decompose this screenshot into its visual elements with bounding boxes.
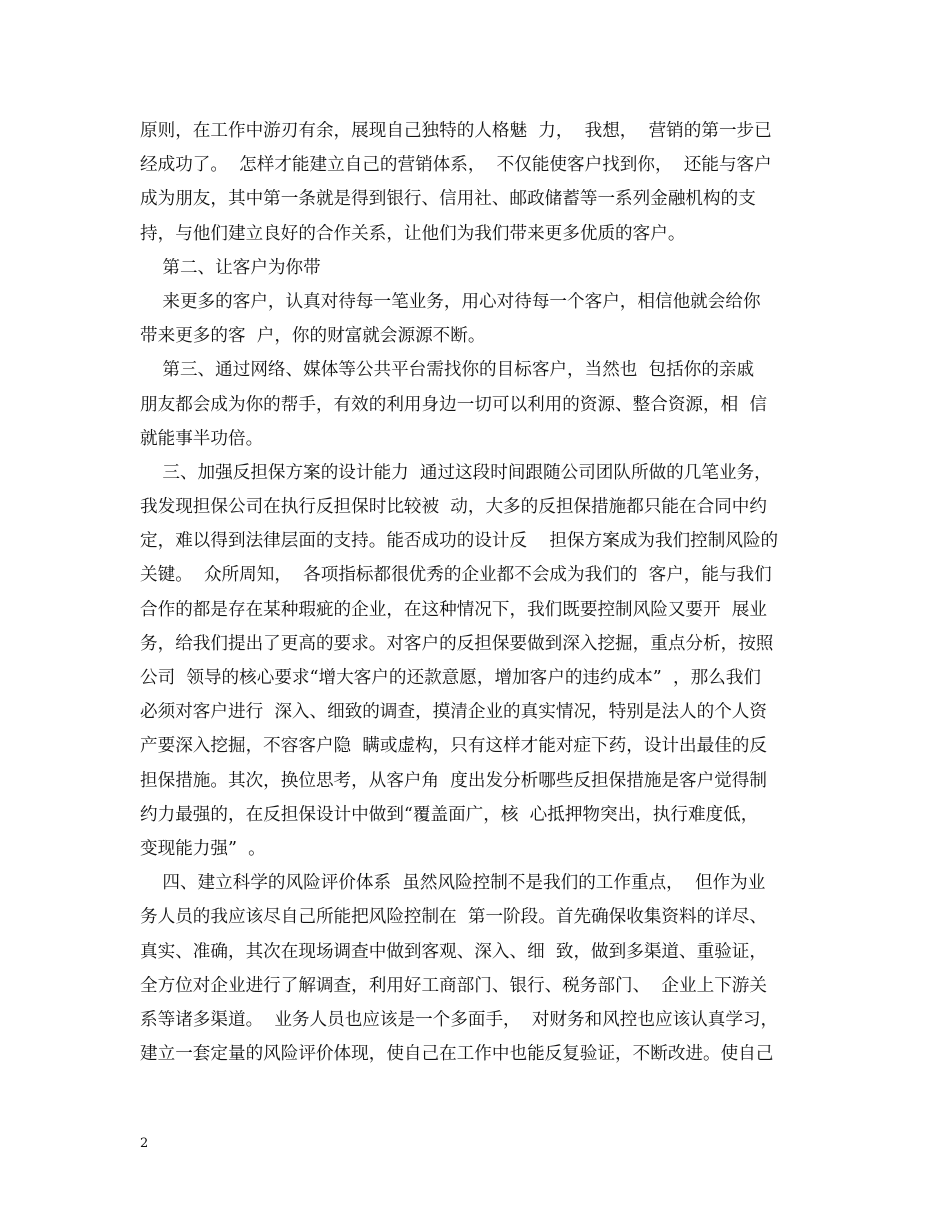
text-line: 公司 领导的核心要求“增大客户的还款意愿，增加客户的违约成本” ，那么我们 [140,668,761,688]
text-line: 三、加强反担保方案的设计能力 通过这段时间跟随公司团队所做的几笔业务， [140,462,772,483]
text-line: 约力最强的，在反担保设计中做到“覆盖面广，核 心抵押物突出，执行难度低， [140,804,759,825]
text-line: 产要深入挖掘，不容客户隐 瞒或虚构，只有这样才能对症下药，设计出最佳的反 [140,736,767,757]
text-line: 持，与他们建立良好的合作关系，让他们为我们带来更多优质的客户。 [140,223,686,244]
text-line: 第二、让客户为你带 [140,257,321,278]
body-text [140,114,825,1071]
text-line: 经成功了。 怎样才能建立自己的营销体系， 不仅能使客户找到你， 还能与客户 [140,155,772,176]
text-line: 合作的都是存在某种瑕疵的企业，在这种情况下，我们既要控制风险又要开 展业 [140,599,767,620]
text-line: 必须对客户进行 深入、细致的调查，摸清企业的真实情况，特别是法人的个人资 [140,702,767,723]
text-line: 就能事半功倍。 [140,428,264,449]
text-line: 带来更多的客 户，你的财富就会源源不断。 [140,326,486,347]
text-line: 定，难以得到法律层面的支持。能否成功的设计反 担保方案成为我们控制风险的 [140,531,779,552]
text-line: 第三、通过网络、媒体等公共平台需找你的目标客户，当然也 包括你的亲戚 [140,360,755,381]
text-line: 我发现担保公司在执行反担保时比较被 动，大多的反担保措施都只能在合同中约 [140,497,767,518]
text-line: 来更多的客户，认真对待每一笔业务，用心对待每一个客户，相信他就会给你 [140,291,761,312]
text-line: 原则，在工作中游刃有余，展现自己独特的人格魅 力， 我想， 营销的第一步已 [140,121,772,141]
text-line: 务人员的我应该尽自己所能把风险控制在 第一阶段。首先确保收集资料的详尽、 [140,907,767,928]
text-line: 真实、准确，其次在现场调查中做到客观、深入、细 致，做到多渠道、重验证， [140,941,767,962]
text-line: 建立一套定量的风险评价体现，使自己在工作中也能反复验证，不断改进。使自己 [140,1044,774,1065]
page-number: 2 [140,1136,149,1151]
text-line: 四、建立科学的风险评价体系 虽然风险控制不是我们的工作重点， 但作为业 [140,873,766,894]
text-line: 成为朋友，其中第一条就是得到银行、信用社、邮政储蓄等一系列金融机构的支 [140,189,756,210]
text-line: 朋友都会成为你的帮手，有效的利用身边一切可以利用的资源、整合资源，相 信 [140,394,767,415]
text-line: 变现能力强” 。 [140,838,266,859]
text-line: 担保措施。其次，换位思考，从客户角 度出发分析哪些反担保措施是客户觉得制 [140,770,767,791]
text-line: 系等诸多渠道。 业务人员也应该是一个多面手， 对财务和风控也应该认真学习， [140,1009,779,1030]
text-line: 关键。 众所周知， 各项指标都很优秀的企业都不会成为我们的 客户，能与我们 [140,565,772,586]
text-line: 务，给我们提出了更高的要求。对客户的反担保要做到深入挖掘，重点分析，按照 [140,633,774,654]
text-line: 全方位对企业进行了解调查，利用好工商部门、银行、税务部门、 企业上下游关 [140,975,767,996]
